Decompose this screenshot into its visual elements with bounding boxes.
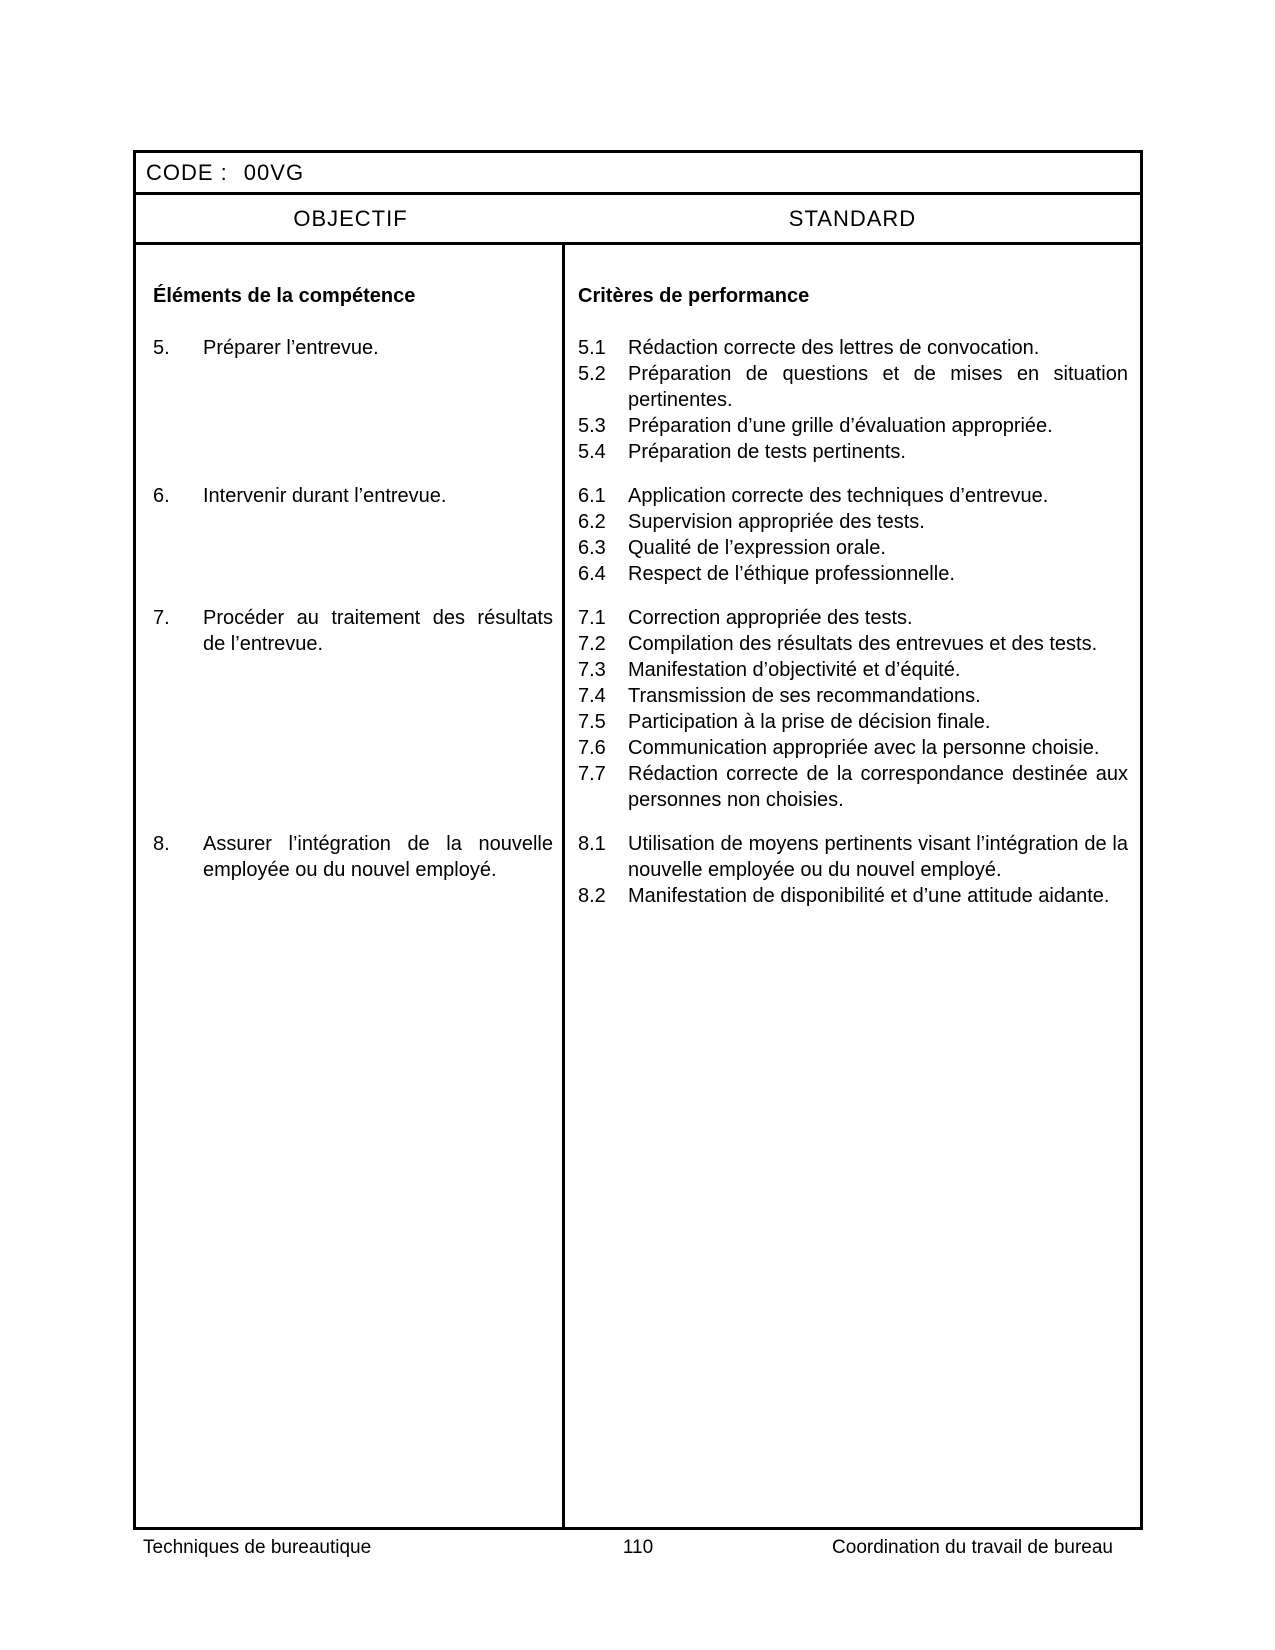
criterion-text: Supervision appropriée des tests. <box>628 511 925 533</box>
criterion-number: 5.3 <box>578 415 606 437</box>
criterion-row <box>578 561 1128 587</box>
criterion-row <box>578 735 1128 761</box>
items-grid <box>136 245 1140 909</box>
criterion-number: 5.2 <box>578 363 606 385</box>
column-header-row <box>136 195 1140 245</box>
criterion-number: 6.1 <box>578 485 606 507</box>
criterion-text: Rédaction correcte des lettres de convocation. <box>628 337 1040 359</box>
column-header-objectif: OBJECTIF <box>293 205 408 231</box>
criterion-row <box>578 535 1128 561</box>
criteria-heading: Critères de performance <box>578 285 810 307</box>
page-footer <box>133 1535 1143 1561</box>
criterion-text: Rédaction correcte de la correspondance destinée aux personnes non choisies. <box>628 763 1128 811</box>
criterion-row <box>578 761 1128 813</box>
objective-text: Intervenir durant l’entrevue. <box>203 485 447 507</box>
criterion-row <box>578 335 1128 361</box>
criterion-number: 5.4 <box>578 441 606 463</box>
criterion-row <box>578 605 1128 631</box>
criterion-row <box>578 831 1128 883</box>
objective-block <box>153 483 553 509</box>
criterion-text: Participation à la prise de décision finale. <box>628 711 991 733</box>
criterion-row <box>578 683 1128 709</box>
table-body <box>136 245 1140 1527</box>
competency-table <box>133 150 1143 1530</box>
objective-block <box>153 831 553 883</box>
criterion-row <box>578 657 1128 683</box>
criterion-text: Respect de l’éthique professionnelle. <box>628 563 955 585</box>
right-column-heading-cell <box>565 283 1140 317</box>
code-value: 00VG <box>243 159 305 185</box>
criterion-text: Compilation des résultats des entrevues et des tests. <box>628 633 1098 655</box>
elements-heading: Éléments de la compétence <box>153 285 416 307</box>
criterion-text: Manifestation de disponibilité et d’une attitude aidante. <box>628 885 1110 907</box>
criterion-text: Manifestation d’objectivité et d’équité. <box>628 659 961 681</box>
criterion-number: 6.2 <box>578 511 606 533</box>
criterion-row <box>578 439 1128 465</box>
criterion-number: 8.2 <box>578 885 606 907</box>
column-header-standard: STANDARD <box>788 205 917 231</box>
criterion-row <box>578 483 1128 509</box>
objective-item-5 <box>136 335 565 465</box>
objective-block <box>153 335 553 361</box>
footer-program-name: Techniques de bureautique <box>143 1537 372 1558</box>
objective-text: Assurer l’intégration de la nouvelle employée ou du nouvel employé. <box>203 833 553 881</box>
criterion-number: 5.1 <box>578 337 606 359</box>
objective-number: 6. <box>153 485 170 507</box>
footer-page-number: 110 <box>622 1537 654 1558</box>
criterion-text: Correction appropriée des tests. <box>628 607 913 629</box>
objective-number: 5. <box>153 337 170 359</box>
code-label: CODE : <box>146 159 228 185</box>
criterion-number: 7.2 <box>578 633 606 655</box>
column-divider <box>562 245 565 1527</box>
criteria-group-8 <box>565 831 1140 909</box>
criterion-text: Transmission de ses recommandations. <box>628 685 981 707</box>
criterion-row <box>578 709 1128 735</box>
criterion-number: 7.3 <box>578 659 606 681</box>
criterion-number: 8.1 <box>578 833 606 855</box>
criterion-row <box>578 631 1128 657</box>
criterion-text: Utilisation de moyens pertinents visant l’intégration de la nouvelle employée ou du nouvel employé. <box>628 833 1128 881</box>
criterion-text: Préparation de tests pertinents. <box>628 441 906 463</box>
criterion-number: 6.4 <box>578 563 606 585</box>
criterion-row <box>578 509 1128 535</box>
criterion-number: 7.1 <box>578 607 606 629</box>
criterion-row <box>578 361 1128 413</box>
criterion-number: 7.5 <box>578 711 606 733</box>
objective-item-6 <box>136 483 565 587</box>
criterion-text: Communication appropriée avec la personne choisie. <box>628 737 1100 759</box>
objective-text: Préparer l’entrevue. <box>203 337 379 359</box>
criterion-text: Qualité de l’expression orale. <box>628 537 886 559</box>
objective-number: 7. <box>153 607 170 629</box>
criterion-row <box>578 883 1128 909</box>
criterion-text: Préparation d’une grille d’évaluation appropriée. <box>628 415 1053 437</box>
criterion-number: 7.7 <box>578 763 606 785</box>
criteria-group-5 <box>565 335 1140 465</box>
left-column-heading-cell <box>136 283 565 317</box>
objective-item-7 <box>136 605 565 813</box>
criterion-text: Application correcte des techniques d’entrevue. <box>628 485 1049 507</box>
criterion-row <box>578 413 1128 439</box>
criteria-group-7 <box>565 605 1140 813</box>
objective-block <box>153 605 553 657</box>
objective-number: 8. <box>153 833 170 855</box>
objective-item-8 <box>136 831 565 909</box>
criterion-number: 6.3 <box>578 537 606 559</box>
criterion-text: Préparation de questions et de mises en situation pertinentes. <box>628 363 1128 411</box>
footer-course-name: Coordination du travail de bureau <box>832 1537 1113 1558</box>
objective-text: Procéder au traitement des résultats de l’entrevue. <box>203 607 553 655</box>
criterion-number: 7.4 <box>578 685 606 707</box>
criteria-group-6 <box>565 483 1140 587</box>
code-row <box>136 153 1140 195</box>
criterion-number: 7.6 <box>578 737 606 759</box>
